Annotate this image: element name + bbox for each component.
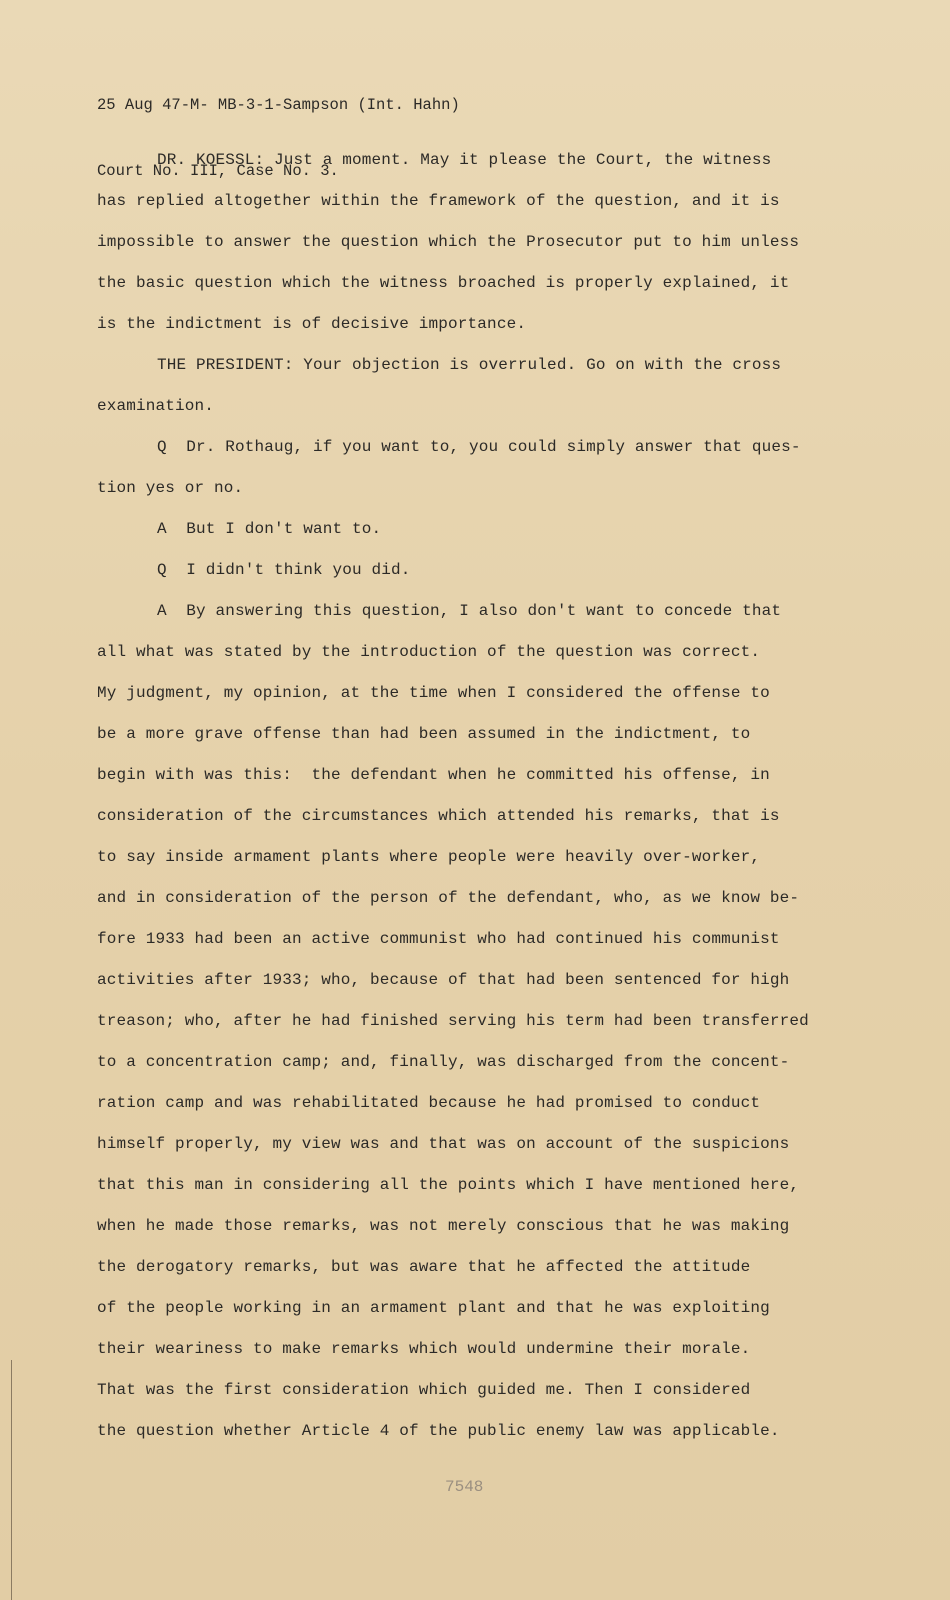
text-line: A But I don't want to. [157,520,382,538]
text-line: A By answering this question, I also don't want to concede that [157,602,782,620]
text-line: Q I didn't think you did. [157,561,411,579]
page-number: 7548 [445,1478,484,1496]
text-line: is the indictment is of decisive importance. [97,315,527,333]
text-line: treason; who, after he had finished serving his term had been transferred [97,1012,809,1030]
text-line: be a more grave offense than had been assumed in the indictment, to [97,725,751,743]
margin-line [11,1360,12,1600]
header-line-2: Court No. III, Case No. 3. [97,162,339,180]
text-line: all what was stated by the introduction of the question was correct. [97,643,761,661]
text-line: to a concentration camp; and, finally, was discharged from the concent- [97,1053,790,1071]
text-line: Q Dr. Rothaug, if you want to, you could simply answer that ques- [157,438,801,456]
text-line: the question whether Article 4 of the public enemy law was applicable. [97,1422,780,1440]
text-line: fore 1933 had been an active communist who had continued his communist [97,930,780,948]
text-line: impossible to answer the question which the Prosecutor put to him unless [97,233,800,251]
text-line: THE PRESIDENT: Your objection is overruled. Go on with the cross [157,356,782,374]
text-line: and in consideration of the person of the defendant, who, as we know be- [97,889,800,907]
text-line: begin with was this: the defendant when he committed his offense, in [97,766,770,784]
text-line: the basic question which the witness broached is properly explained, it [97,274,790,292]
text-line: activities after 1933; who, because of that had been sentenced for high [97,971,790,989]
text-line: examination. [97,397,215,415]
text-line: himself properly, my view was and that was on account of the suspicions [97,1135,790,1153]
text-line: consideration of the circumstances which attended his remarks, that is [97,807,780,825]
text-line: that this man in considering all the points which I have mentioned here, [97,1176,800,1194]
text-line: of the people working in an armament plant and that he was exploiting [97,1299,770,1317]
text-line: the derogatory remarks, but was aware that he affected the attitude [97,1258,751,1276]
text-line: their weariness to make remarks which would undermine their morale. [97,1340,751,1358]
header-line-1: 25 Aug 47-M- MB-3-1-Sampson (Int. Hahn) [97,96,460,114]
text-line: ration camp and was rehabilitated because he had promised to conduct [97,1094,761,1112]
text-line: That was the first consideration which guided me. Then I considered [97,1381,751,1399]
text-line: has replied altogether within the framework of the question, and it is [97,192,780,210]
text-line: to say inside armament plants where people were heavily over-worker, [97,848,761,866]
text-line: My judgment, my opinion, at the time when I considered the offense to [97,684,770,702]
text-line: tion yes or no. [97,479,244,497]
text-line: DR. KOESSL: Just a moment. May it please the Court, the witness [157,151,772,169]
text-line: when he made those remarks, was not merely conscious that he was making [97,1217,790,1235]
